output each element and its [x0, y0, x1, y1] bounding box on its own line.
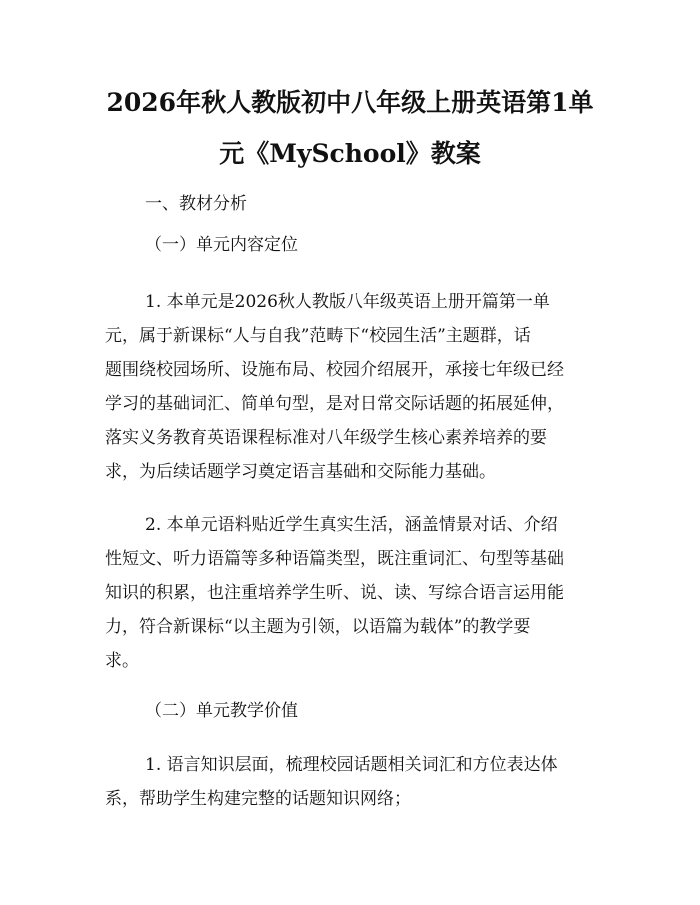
- document-title-line-2: 元《MySchool》教案: [219, 139, 481, 168]
- paragraph-line: 知识的积累，也注重培养学生听、说、读、写综合语言运用能: [105, 583, 564, 603]
- paragraph-line: 性短文、听力语篇等多种语篇类型，既注重词汇、句型等基础: [105, 549, 564, 569]
- paragraph-line: 题围绕校园场所、设施布局、校园介绍展开，承接七年级已经: [105, 360, 564, 380]
- paragraph-line: 求。: [105, 651, 139, 671]
- paragraph-line: 1. 本单元是2026秋人教版八年级英语上册开篇第一单: [145, 292, 550, 312]
- paragraph-line: 落实义务教育英语课程标准对八年级学生核心素养培养的要: [105, 428, 547, 448]
- paragraph-line: 2. 本单元语料贴近学生真实生活，涵盖情景对话、介绍: [145, 515, 558, 535]
- paragraph-teaching-value-1: [105, 748, 605, 816]
- subsection-heading-teaching-value: （二）单元教学价值: [145, 701, 298, 721]
- section-heading-textbook-analysis: 一、教材分析: [145, 194, 247, 214]
- paragraph-line: 学习的基础词汇、简单句型，是对日常交际话题的拓展延伸，: [105, 394, 564, 414]
- paragraph-unit-positioning-1: [105, 285, 605, 489]
- paragraph-line: 元，属于新课标“人与自我”范畴下“校园生活”主题群，话: [105, 326, 531, 346]
- subsection-heading-unit-positioning: （一）单元内容定位: [145, 235, 298, 255]
- paragraph-line: 系，帮助学生构建完整的话题知识网络；: [105, 789, 411, 809]
- paragraph-line: 1. 语言知识层面，梳理校园话题相关词汇和方位表达体: [145, 755, 558, 775]
- document-title-line-1: 2026年秋人教版初中八年级上册英语第1单: [106, 88, 594, 117]
- paragraph-line: 力，符合新课标“以主题为引领，以语篇为载体”的教学要: [105, 617, 531, 637]
- paragraph-unit-positioning-2: [105, 508, 605, 678]
- paragraph-line: 求，为后续话题学习奠定语言基础和交际能力基础。: [105, 462, 496, 482]
